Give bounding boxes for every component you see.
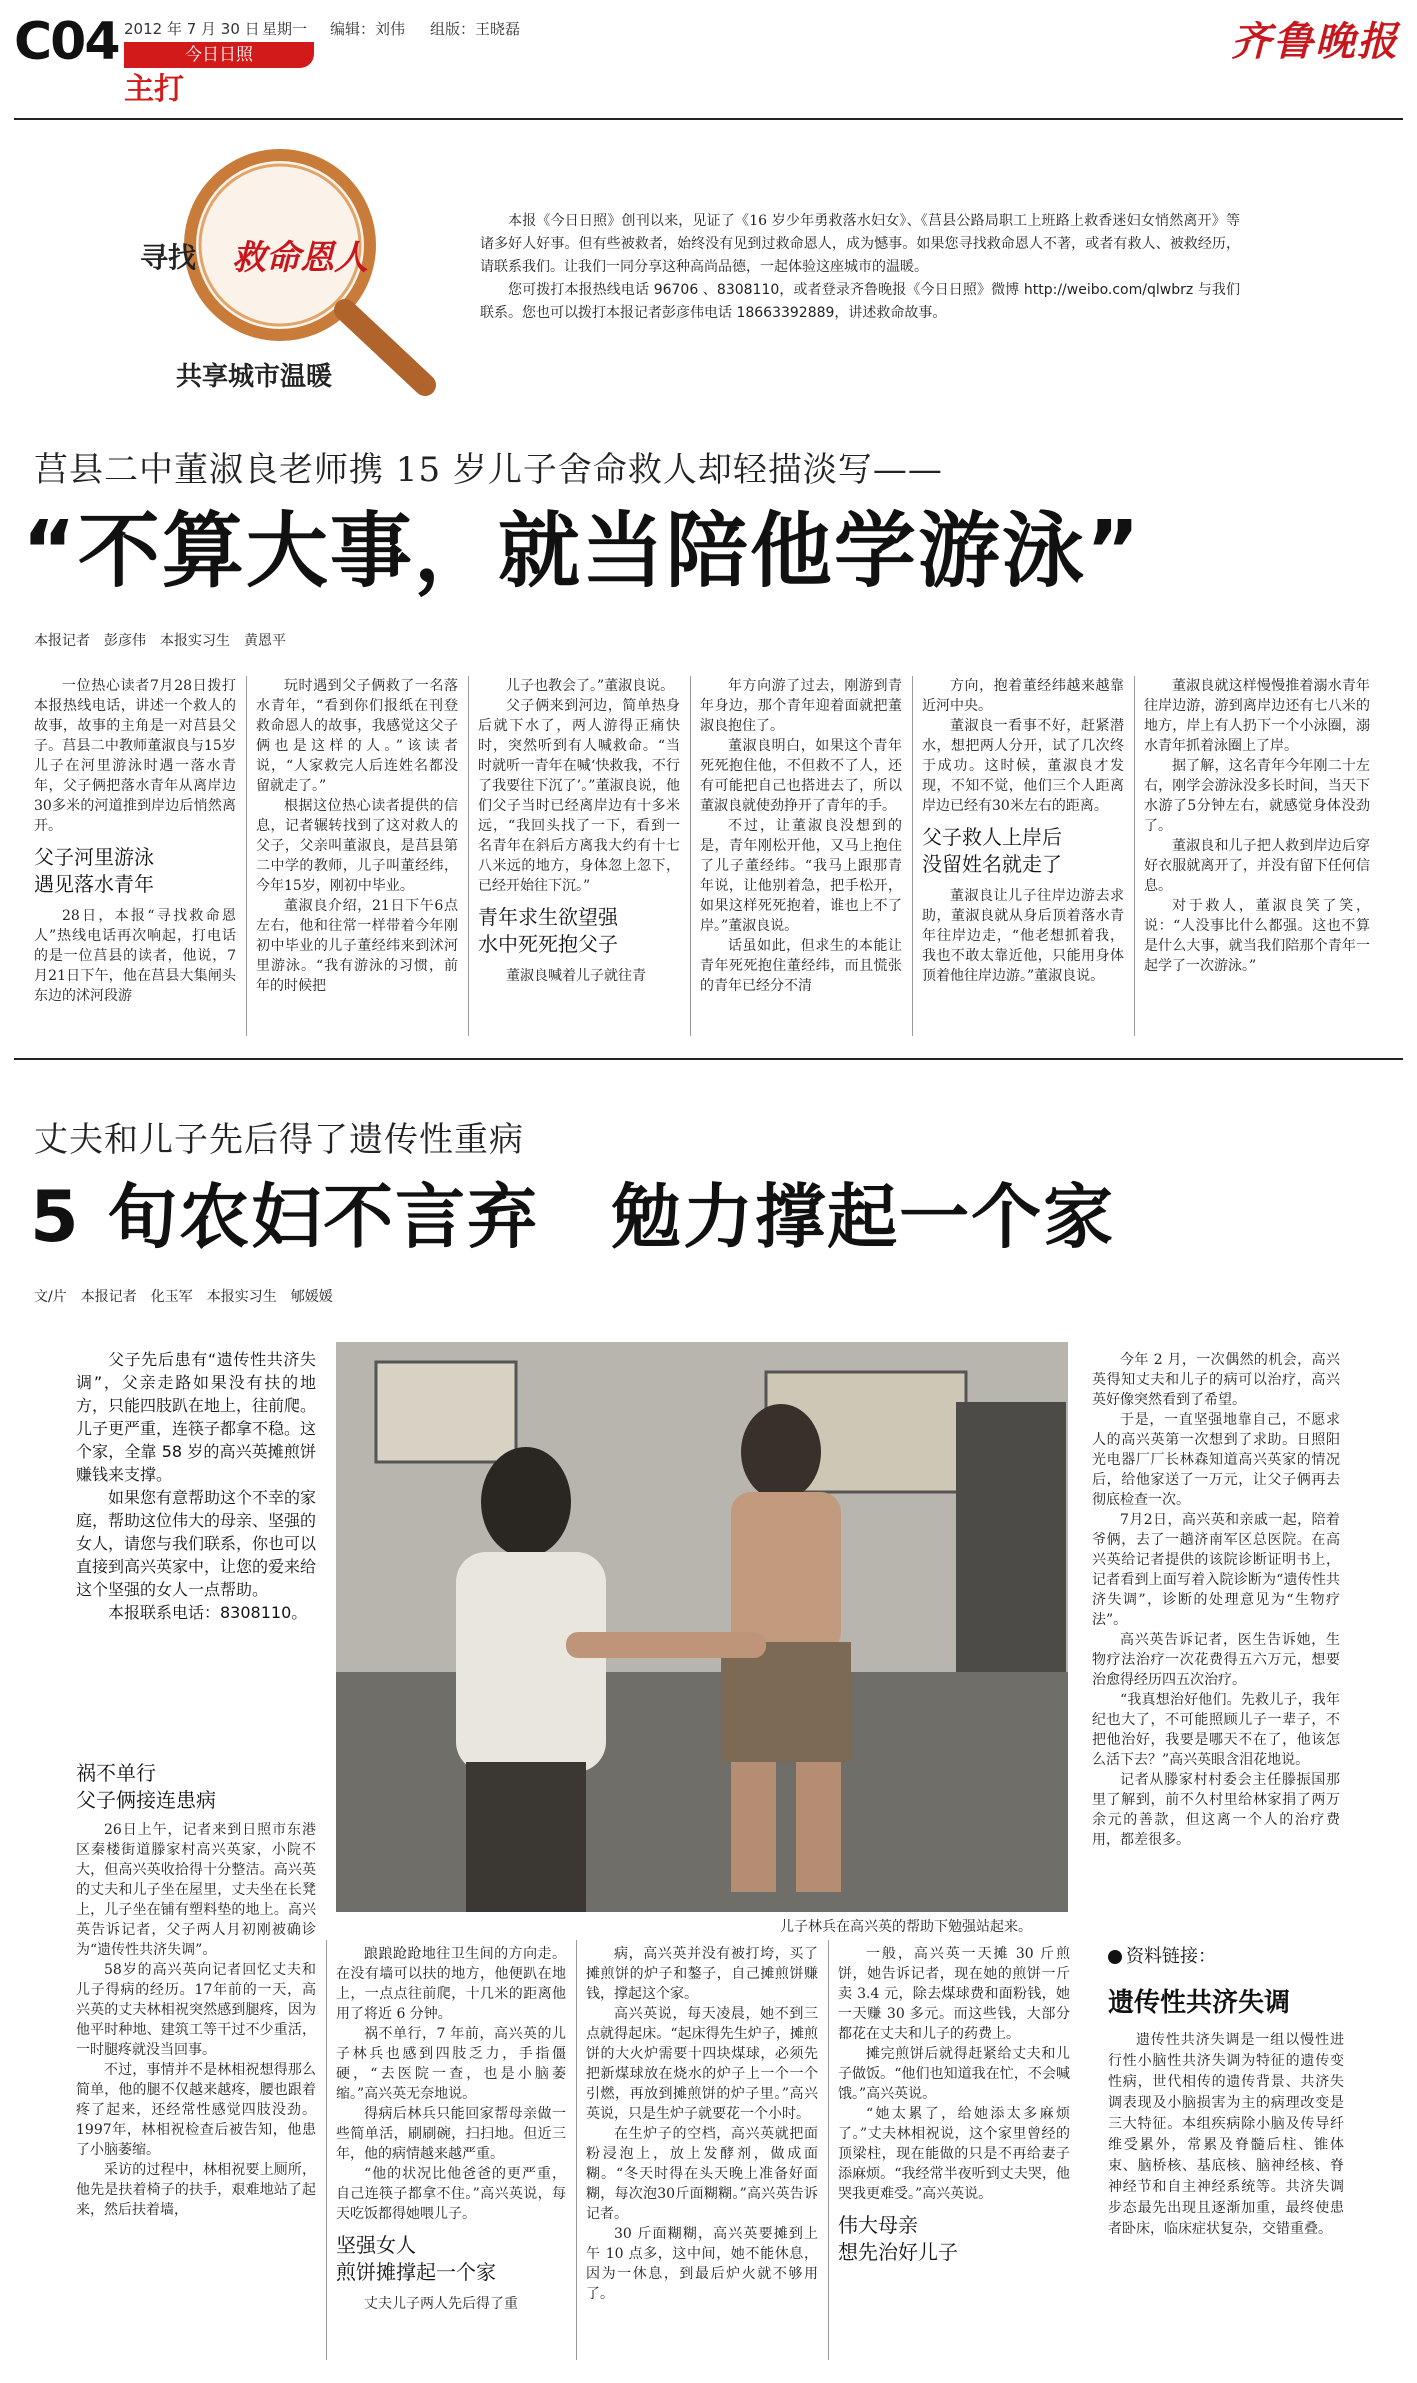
factbox-body: 遗传性共济失调是一组以慢性进行性小脑性共济失调为特征的遗传变性病，世代相传的遗传背景、共济失调表现及小脑损害为主的病理改变是三大特征。本组疾病除小脑及传导纤维受累外，常累及脊髓后柱、锥体束、脑桥核、基底核、脑神经核、脊神经节和自主神经系统等。共济失调步态最先出现且逐渐加重，最终使患者卧床，临床症状复杂，交错重叠。: [1108, 2032, 1344, 2237]
story1-col3-p3: 董淑良喊着儿子就往青: [506, 968, 646, 984]
story2-colB: [336, 1944, 566, 2364]
story1-col3: [478, 676, 680, 1036]
story2-byline: 文/片 本报记者 化玉军 本报实习生 郇媛媛: [34, 1289, 333, 1305]
story1-col3-p1: 儿子也教会了。”董淑良说。: [506, 678, 675, 694]
story1-col1-p2: 28日，本报“寻找救命恩人”热线电话再次响起，打电话的是一位莒县的读者，他说，7月21日下午，他在莒县大集闸头东边的沭河段游: [34, 908, 236, 1004]
header-rule: [14, 118, 1403, 120]
story1-col2-p2: 根据这位热心读者提供的信息，记者辗转找到了这对救人的父子，父亲叫董淑良，是莒县第二中学的教师，儿子叫董经纬，今年15岁，刚初中毕业。: [256, 798, 458, 894]
layout-editor: 组版：王晓磊: [430, 20, 521, 38]
logo-text-warmth: 共享城市温暖: [176, 362, 333, 392]
story1-col6-p2: 据了解，这名青年今年刚二十左右，刚学会游泳没多长时间，当天下水游了5分钟左右，就感觉身体没劲了。: [1144, 758, 1370, 834]
news-photo: [336, 1342, 1068, 1912]
story2-colB-p2: 祸不单行，7 年前，高兴英的儿子林兵也感到四肢乏力，手指僵硬，“去医院一查，也是小脑萎缩。”高兴英无奈地说。: [336, 2026, 566, 2102]
story2-subhead-2: [336, 2232, 566, 2286]
story2-colA-p4: 采访的过程中，林相祝要上厕所，他先是扶着椅子的扶手，艰难地站了起来，然后扶着墙，: [76, 2162, 316, 2218]
story1-col4-p2: 董淑良明白，如果这个青年死死抱住他，不但救不了人，还有可能把自己也搭进去了，所以董淑良就使劲挣开了青年的手。: [700, 738, 902, 814]
story2-subhead-1b: 父子俩接连患病: [76, 1788, 216, 1812]
story2-colC-p2: 高兴英说，每天凌晨，她不到三点就得起床。“起床得先生炉子，摊煎饼的大火炉需要十四块煤球，必须先把新煤球放在烧水的炉子上一个一个引燃，再放到摊煎饼的炉子里。”高兴英说，只是生炉子就要花一个小时。: [586, 2006, 818, 2122]
story2-subhead-2b: 煎饼摊撑起一个家: [336, 2260, 496, 2284]
section-title: 主打: [124, 72, 184, 107]
story1-byline: 本报记者 彭彦伟 本报实习生 黄恩平: [34, 633, 286, 649]
story2-colE-p3: 7月2日，高兴英和亲戚一起，陪着爷俩，去了一趟济南军区总医院。在高兴英给记者提供的该院诊断证明书上，记者看到上面写着入院诊断为“遗传性共济失调”，诊断的处理意见为“生物疗法”。: [1092, 1512, 1340, 1628]
story2-colA: [76, 1760, 316, 2360]
story2-colB-p1: 踉踉跄跄地往卫生间的方向走。在没有墙可以扶的地方，他便趴在地上，一点点往前爬，十几米的距离他用了将近 6 分钟。: [336, 1946, 566, 2022]
story1-col4-p4: 话虽如此，但求生的本能让青年死死抱住董经纬，而且慌张的青年已经分不清: [700, 938, 902, 994]
story-divider: [14, 1058, 1403, 1060]
banner-intro: [480, 210, 1240, 325]
factbox-title: 遗传性共济失调: [1108, 1988, 1291, 2018]
story2-subhead-1a: 祸不单行: [76, 1761, 156, 1785]
story1-col2: [256, 676, 458, 1036]
col-divider: [246, 676, 247, 1036]
story1-subhead-2b: 水中死死抱父子: [478, 932, 618, 956]
appeal-contact: 本报联系电话：8308110。: [108, 1603, 308, 1622]
story1-col5: [922, 676, 1124, 1036]
col-divider: [690, 676, 691, 1036]
story2-colD: [838, 1944, 1070, 2364]
issue-date: 2012 年 7 月 30 日: [124, 20, 260, 38]
story2-colE-p2: 于是，一直坚强地靠自己，不愿求人的高兴英第一次想到了求助。日照阳光电器厂厂长林森知道高兴英家的情况后，给他家送了一万元，让父子俩再去彻底检查一次。: [1092, 1412, 1340, 1508]
story2-colB-p3: 得病后林兵只能回家帮母亲做一些简单活，刷刷碗，扫扫地。但近三年，他的病情越来越严重。: [336, 2106, 566, 2162]
story2-headline: 5 旬农妇不言弃 勉力撑起一个家: [30, 1176, 1116, 1258]
story1-subhead-3: [922, 824, 1124, 878]
appeal-text-1: 父子先后患有“遗传性共济失调”，父亲走路如果没有扶的地方，只能四肢趴在地上，往前爬。儿子更严重，连筷子都拿不稳。这个家，全靠 58 岁的高兴英摊煎饼赚钱来支撑。: [76, 1350, 317, 1484]
story1-col6-p3: 董淑良和儿子把人救到岸边后穿好衣服就离开了，并没有留下任何信息。: [1144, 838, 1370, 894]
factbox-label: [1108, 1942, 1216, 1968]
story2-colA-p2: 58岁的高兴英向记者回忆丈夫和儿子得病的经历。17年前的一天，高兴英的丈夫林相祝突然感到腿疼，因为他平时种地、建筑工等干过不少重活，一时腿疼就没当回事。: [76, 1962, 316, 2058]
story1-col5-p1: 方向，抱着董经纬越来越靠近河中央。: [922, 678, 1124, 714]
story1-col5-p2: 董淑良一看事不好，赶紧潜水，想把两人分开，试了几次终于成功。这时候，董淑良才发现，不知不觉，他们三个人距离岸边已经有30米左右的距离。: [922, 718, 1124, 814]
story1-subhead-1b: 遇见落水青年: [34, 872, 154, 896]
story2-kicker: 丈夫和儿子先后得了遗传性重病: [34, 1120, 524, 1160]
page-code: C04: [14, 12, 119, 72]
story1-subhead-3b: 没留姓名就走了: [922, 852, 1062, 876]
weekday: 星期一: [262, 20, 308, 38]
story1-col1-p1: 一位热心读者7月28日拨打本报热线电话，讲述一个救人的故事，故事的主角是一对莒县父子。莒县二中教师董淑良与15岁儿子在河里游泳时遇一落水青年，父子俩把落水青年从离岸边30多米的河道推到岸边后悄然离开。: [34, 678, 236, 834]
story1-col2-p3: 董淑良介绍，21日下午6点左右，他和往常一样带着今年刚初中毕业的儿子董经纬来到沭河里游泳。“我有游泳的习惯，前年的时候把: [256, 898, 458, 994]
story1-subhead-2a: 青年求生欲望强: [478, 905, 618, 929]
banner-intro-2: 您可拨打本报热线电话 96706 、8308110，或者登录齐鲁晚报《今日日照》微博 http://weibo.com/qlwbrz 与我们联系。您也可以拨打本报记者彭彦伟电话 18663392889，讲述救命故事。: [480, 282, 1240, 321]
story2-colC: [586, 1944, 818, 2364]
appeal-box: [76, 1348, 316, 1748]
story1-headline: “不算大事，就当陪他学游泳”: [22, 504, 1142, 599]
story2-subhead-3a: 伟大母亲: [838, 2213, 918, 2237]
story1-subhead-3a: 父子救人上岸后: [922, 825, 1062, 849]
story2-colE-p1: 今年 2 月，一次偶然的机会，高兴英得知丈夫和儿子的病可以治疗，高兴英好像突然看到了希望。: [1092, 1352, 1340, 1408]
col-divider: [1134, 676, 1135, 1036]
story2-colB-p4: “他的状况比他爸爸的更严重，自己连筷子都拿不住。”高兴英说，每天吃饭都得她喂儿子。: [336, 2166, 566, 2222]
story2-subhead-1: [76, 1760, 316, 1814]
editor: 编辑：刘伟: [330, 20, 406, 38]
story1-col4-p3: 不过，让董淑良没想到的是，青年刚松开他，又马上抱住了儿子董经纬。“我马上跟那青年说，让他别着急，把手松开，如果这样死死抱着，谁也上不了岸。”董淑良说。: [700, 818, 902, 934]
logo-text-savior: 救命恩人: [232, 238, 368, 278]
logo-text-find: 寻找: [140, 241, 197, 274]
banner-intro-1: 本报《今日日照》创刊以来，见证了《16 岁少年勇救落水妇女》、《莒县公路局职工上班路上救香迷妇女悄然离开》等诸多好人好事。但有些被救者，始终没有见到过救命恩人，成为憾事。如果您寻找救命恩人不著，或者有救人、被救经历，请联系我们。让我们一同分享这种高尚品德，一起体验这座城市的温暖。: [480, 213, 1240, 275]
story2-colD-p1: 一般，高兴英一天摊 30 斤煎饼，她告诉记者，现在她的煎饼一斤卖 3.4 元，除去煤球费和面粉钱，她一天赚 30 多元。而这些钱，大部分都花在丈夫和儿子的药费上。: [838, 1946, 1070, 2042]
story2-colC-p3: 在生炉子的空档，高兴英就把面粉浸泡上，放上发酵剂，做成面糊。“冬天时得在头天晚上准备好面糊，每次泡30斤面糊糊。”高兴英告诉记者。: [586, 2126, 818, 2222]
story2-colB-p5: 丈夫儿子两人先后得了重: [364, 2296, 518, 2312]
col-divider: [576, 1940, 577, 2360]
story1-col4: [700, 676, 902, 1036]
story2-colC-p4: 30 斤面糊糊，高兴英要摊到上午 10 点多，这中间，她不能休息，因为一休息，到最后炉火就不够用了。: [586, 2226, 818, 2302]
story2-colC-p1: 病，高兴英并没有被打垮，买了摊煎饼的炉子和鏊子，自己摊煎饼赚钱，撑起这个家。: [586, 1946, 818, 2002]
story2-subhead-3: [838, 2212, 1070, 2266]
story1-col3-p2: 父子俩来到河边，简单热身后就下水了，两人游得正痛快时，突然听到有人喊救命。“当时就听一青年在喊‘快救我，不行了我要往下沉了’。”董淑良说，他们父子当时已经离岸边有十多米远，“我回头找了一下，看到一名青年在斜后方离我大约有十七八米远的地方，身体忽上忽下，已经开始往下沉。”: [478, 698, 680, 894]
story2-colD-p2: 摊完煎饼后就得赶紧给丈夫和儿子做饭。“他们也知道我在忙，不会喊饿。”高兴英说。: [838, 2046, 1070, 2102]
section-tag: 今日日照: [124, 42, 314, 68]
story1-col1: [34, 676, 236, 1036]
story2-colE-p6: 记者从滕家村村委会主任滕振国那里了解到，前不久村里给林家捐了两万余元的善款，但这离一个人的治疗费用，都差很多。: [1092, 1772, 1340, 1848]
story1-subhead-1a: 父子河里游泳: [34, 845, 154, 869]
story2-colE-p4: 高兴英告诉记者，医生告诉她，生物疗法治疗一次花费得五六万元，想要治愈得经历四五次治疗。: [1092, 1632, 1340, 1688]
story1-col6-p1: 董淑良就这样慢慢推着溺水青年往岸边游，游到离岸边还有七八米的地方，岸上有人扔下一个小泳圈，溺水青年抓着泳圈上了岸。: [1144, 678, 1370, 754]
col-divider: [468, 676, 469, 1036]
factbox-text: [1108, 2030, 1344, 2360]
story2-colE-p5: “我真想治好他们。先救儿子，我年纪也大了，不可能照顾儿子一辈子，不把他治好，我要是哪天不在了，他该怎么活下去？”高兴英眼含泪花地说。: [1092, 1692, 1340, 1768]
story2-subhead-2a: 坚强女人: [336, 2233, 416, 2257]
appeal-text-2: 如果您有意帮助这个不幸的家庭，帮助这位伟大的母亲、坚强的女人，请您与我们联系，你也可以直接到高兴英家中，让您的爱来给这个坚强的女人一点帮助。: [76, 1488, 317, 1599]
story2-colD-p3: “她太累了，给她添太多麻烦了。”丈夫林相祝说，这个家里曾经的顶梁柱，现在能做的只是不再给妻子添麻烦。“我经常半夜听到丈夫哭，他哭我更难受。”高兴英说。: [838, 2106, 1070, 2202]
story1-subhead-2: [478, 904, 680, 958]
photo-scene-image: [336, 1342, 1068, 1912]
factbox-label-text: 资料链接：: [1126, 1946, 1216, 1967]
story2-colA-p1: 26日上午，记者来到日照市东港区秦楼街道滕家村高兴英家，小院不大，但高兴英收拾得十分整洁。高兴英的丈夫和儿子坐在屋里，丈夫坐在长凳上，儿子坐在铺有塑料垫的地上。高兴英告诉记者，父子两人月初刚被确诊为“遗传性共济失调”。: [76, 1822, 316, 1958]
col-divider: [912, 676, 913, 1036]
photo-caption: 儿子林兵在高兴英的帮助下勉强站起来。: [780, 1919, 1032, 1935]
story1-col4-p1: 年方向游了过去，刚游到青年身边，那个青年迎着面就把董淑良抱住了。: [700, 678, 902, 734]
story1-subhead-1: [34, 844, 236, 898]
col-divider: [828, 1940, 829, 2360]
story2-colA-p3: 不过，事情并不是林相祝想得那么简单，他的腿不仅越来越疼，腰也跟着疼了起来，还经常性感觉四肢没劲。1997年，林相祝检查后被告知，他患了小脑萎缩。: [76, 2062, 316, 2158]
story1-col5-p3: 董淑良让儿子往岸边游去求助，董淑良就从身后顶着落水青年往岸边走，“他老想抓着我，我也不敢太靠近他，只能用身体顶着他往岸边游。”董淑良说。: [922, 888, 1124, 984]
info-bullet-icon: [1108, 1950, 1122, 1964]
story1-col6: [1144, 676, 1370, 1036]
masthead-logo: 齐鲁晚报: [1231, 18, 1399, 65]
story1-col6-p4: 对于救人，董淑良笑了笑，说：“人没事比什么都强。这也不算是什么大事，就当我们陪那个青年一起学了一次游泳。”: [1144, 898, 1370, 974]
story2-colE: [1092, 1350, 1340, 1930]
story1-col2-p1: 玩时遇到父子俩救了一名落水青年，“看到你们报纸在刊登救命恩人的故事，我感觉这父子俩也是这样的人。”该读者说，“人家救完人后连姓名都没留就走了。”: [256, 678, 458, 794]
col-divider: [326, 1940, 327, 2360]
story1-kicker: 莒县二中董淑良老师携 15 岁儿子舍命救人却轻描淡写——: [34, 450, 943, 490]
story2-subhead-3b: 想先治好儿子: [838, 2240, 958, 2264]
